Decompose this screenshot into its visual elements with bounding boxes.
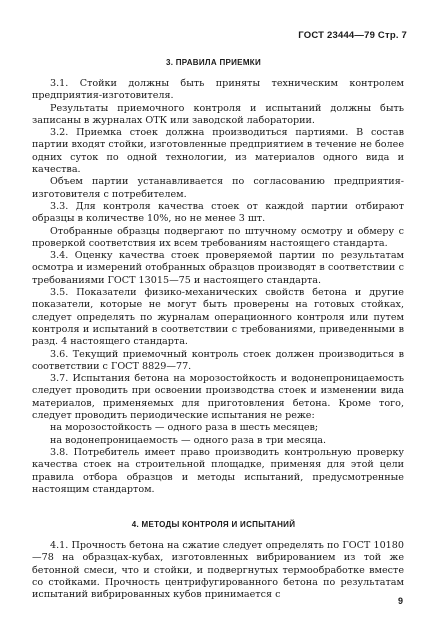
paragraph: Объем партии устанавливается по согласованию предприятия-изготовителя с потребителем. bbox=[32, 176, 404, 200]
section-3-title: 3. ПРАВИЛА ПРИЕМКИ bbox=[165, 58, 262, 67]
paragraph: 4.1. Прочность бетона на сжатие следует определять по ГОСТ 10180—78 на образцах-кубах, изготовленных вибрированием из той же бетонной смеси, что и стойки, и подвергнутых термообработке вместе со стойками. Прочность центрифугированного бетона по результатам испытаний вибрированных кубов принимается с bbox=[32, 540, 404, 601]
page-header: ГОСТ 23444—79 Стр. 7 bbox=[298, 30, 407, 41]
paragraph: 3.7. Испытания бетона на морозостойкость и водонепроницаемость следует проводить при освоении производства стоек и изменении вида материалов, применяемых для приготовления бетона. Кроме того, следует проводить периодические испытания не реже: bbox=[32, 373, 404, 422]
paragraph: 3.3. Для контроля качества стоек от каждой партии отбирают образцы в количестве 10%, но не менее 3 шт. bbox=[32, 200, 404, 225]
paragraph: 3.6. Текущий приемочный контроль стоек должен производиться в соответствии с ГОСТ 8829—77. bbox=[32, 348, 404, 372]
paragraph: 3.8. Потребитель имеет право производить контрольную проверку качества стоек на строительной площадке, применяя для этой цели правила отбора образцов и методы испытаний, предусмотренные настоящим стандартом. bbox=[32, 446, 404, 495]
paragraph: Отобранные образцы подвергают по штучному осмотру и обмеру с проверкой соответствия их всем требованиям настоящего стандарта. bbox=[32, 225, 404, 249]
section-4-title: 4. МЕТОДЫ КОНТРОЛЯ И ИСПЫТАНИЙ bbox=[131, 520, 296, 529]
paragraph: 3.5. Показатели физико-механических свойств бетона и другие показатели, которые не могут быть проверены на готовых стойках, следует определять по журналам операционного контроля или путем контроля и испытаний в соответствии с требованиями, приведенными в разд. 4 настоящего стандарта. bbox=[32, 287, 404, 348]
paragraph: на водонепроницаемость — одного раза в три месяца. bbox=[50, 434, 327, 446]
section-4-body bbox=[32, 540, 404, 601]
paragraph: 3.2. Приемка стоек должна производиться партиями. В состав партии входят стойки, изготовленные предприятием в течение не более одних суток по одной технологии, из материалов одного вида и качества. bbox=[32, 127, 404, 176]
paragraph: 3.4. Оценку качества стоек проверяемой партии по результатам осмотра и измерений отобранных образцов производят в соответствии с требованиями ГОСТ 13015—75 и настоящего стандарта. bbox=[32, 250, 404, 286]
section-3-body bbox=[32, 78, 404, 496]
paragraph: 3.1. Стойки должны быть приняты техническим контролем предприятия-изготовителя. bbox=[32, 78, 404, 102]
paragraph: на морозостойкость — одного раза в шесть месяцев; bbox=[50, 422, 319, 434]
page-number: 9 bbox=[397, 596, 403, 606]
paragraph: Результаты приемочного контроля и испытаний должны быть записаны в журналах ОТК или заводской лаборатории. bbox=[32, 102, 404, 126]
